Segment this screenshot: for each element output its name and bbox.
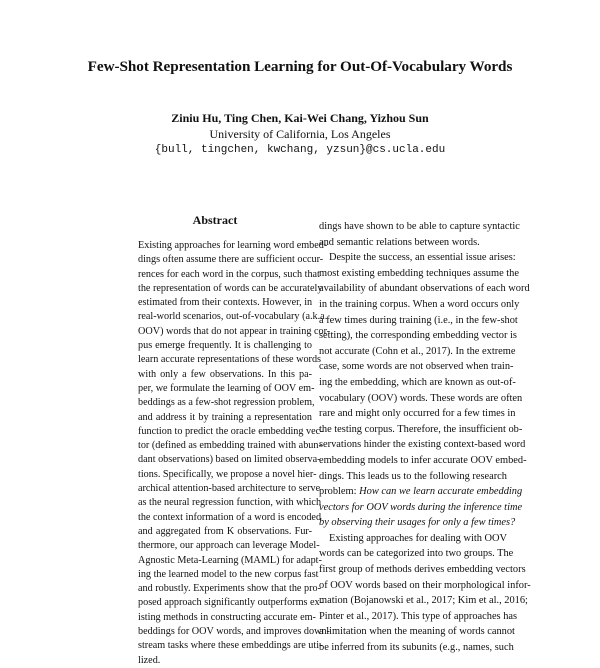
body-line: availability of abundant observations of each word	[319, 283, 530, 295]
abstract-line: posed approach significantly outperforms ex-	[138, 597, 324, 609]
abstract-line: Existing approaches for learning word embed-	[138, 240, 328, 251]
body-line: be inferred from its subunits (e.g., names, such	[319, 642, 514, 654]
body-line: ing the embedding, which are known as out-of-	[319, 376, 516, 388]
body-line: servations hinder the existing context-based word	[319, 439, 526, 451]
body-line: dings. This leads us to the following research	[319, 470, 507, 482]
abstract-line: function to predict the oracle embedding vec-	[138, 425, 324, 437]
abstract-line: pus emerge frequently. It is challenging to	[138, 340, 312, 352]
body-line: the testing corpus. Therefore, the insufficient ob-	[319, 423, 523, 435]
author-names: Ziniu Hu, Ting Chen, Kai-Wei Chang, Yizhou Sun	[171, 111, 429, 125]
author-block	[0, 110, 600, 158]
body-line: dings have shown to be able to capture syntactic	[319, 221, 520, 232]
abstract-line: ing the learned model to the new corpus fast	[138, 568, 319, 580]
research-question-line: by observing their usages for only a few times?	[319, 517, 516, 529]
body-line: embedding models to infer accurate OOV embed-	[319, 454, 527, 466]
body-line: in the training corpus. When a word occurs only	[319, 298, 520, 310]
abstract-line: tor (defined as embedding trained with abun-	[138, 440, 322, 452]
body-line: a few times during training (i.e., in the few-shot	[319, 314, 518, 326]
abstract-line: rences for each word in the corpus, such that	[138, 268, 320, 280]
abstract-line: beddings for OOV words, and improves down-	[138, 626, 330, 638]
body-line	[319, 484, 523, 500]
abstract-heading: Abstract	[192, 213, 238, 227]
body-line: a limitation when the meaning of words cannot	[319, 626, 515, 638]
body-line: setting), the corresponding embedding vector is	[319, 330, 517, 342]
abstract-line: dings often assume there are sufficient occur-	[138, 254, 324, 266]
abstract-line: per, we formulate the learning of OOV em-	[138, 382, 315, 394]
body-line: most existing embedding techniques assume the	[319, 267, 519, 279]
abstract-line: tions. Specifically, we propose a novel hier-	[138, 468, 317, 480]
abstract-line: with only a few observations. In this pa-	[138, 368, 312, 380]
abstract-line: beddings as a few-shot regression problem,	[138, 397, 315, 409]
abstract-line: and aggregated from K observations. Fur-	[138, 525, 312, 537]
body-line: not accurate (Cohn et al., 2017). In the extreme	[319, 345, 516, 357]
abstract-line: real-world scenarios, out-of-vocabulary (a.k.a.	[138, 311, 328, 323]
abstract-line: learn accurate representations of these words	[138, 354, 322, 366]
research-question-line: vectors for OOV words during the inference time	[319, 501, 523, 513]
abstract-line: thermore, our approach can leverage Model-	[138, 540, 320, 552]
paper-title: Few-Shot Representation Learning for Out-Of-Vocabulary Words	[87, 58, 513, 75]
abstract-line: dant observations) based on limited observa-	[138, 454, 321, 466]
body-line: mation (Bojanowski et al., 2017; Kim et al., 2016;	[319, 595, 528, 607]
body-line-segment: problem:	[319, 486, 357, 498]
abstract-line: and address it by training a representation	[138, 411, 312, 423]
body-line: of OOV words based on their morphological infor-	[319, 579, 531, 591]
abstract-line: isting methods in constructing accurate em-	[138, 611, 316, 623]
abstract-line: Agnostic Meta-Learning (MAML) for adapt-	[138, 554, 322, 566]
email-address: {bull, tingchen, kwchang, yzsun}@cs.ucla.edu	[154, 144, 446, 156]
body-line: words can be categorized into two groups. The	[319, 548, 514, 560]
affiliation: University of California, Los Angeles	[209, 127, 391, 141]
body-line: Despite the success, an essential issue arises:	[329, 252, 516, 264]
abstract-line: archical attention-based architecture to serve	[138, 483, 321, 495]
body-line: Pinter et al., 2017). This type of approaches has	[319, 610, 518, 622]
abstract-line: stream tasks where these embeddings are uti-	[138, 640, 323, 652]
body-line: case, some words are not observed when train-	[319, 361, 514, 373]
body-line: rare and might only occurred for a few times in	[319, 408, 516, 420]
abstract-line: lized.	[138, 654, 161, 666]
body-line: Existing approaches for dealing with OOV	[329, 532, 508, 544]
body-line: first group of methods derives embedding vectors	[319, 564, 526, 576]
body-line: and semantic relations between words.	[319, 236, 480, 248]
abstract-line: the representation of words can be accurately	[138, 282, 323, 294]
abstract-line: and robustly. Experiments show that the pro-	[138, 583, 321, 595]
abstract-line: estimated from their contexts. However, in	[138, 297, 313, 309]
abstract-line: as the neural regression function, with which	[138, 497, 322, 509]
abstract-line: OOV) words that do not appear in training cor-	[138, 325, 331, 337]
body-line: vocabulary (OOV) words. These words are often	[319, 392, 523, 404]
abstract-line: the context information of a word is encoded	[138, 511, 322, 523]
research-question-line: How can we learn accurate embedding	[359, 486, 523, 498]
abstract-body	[138, 239, 331, 668]
introduction-body	[319, 219, 531, 656]
